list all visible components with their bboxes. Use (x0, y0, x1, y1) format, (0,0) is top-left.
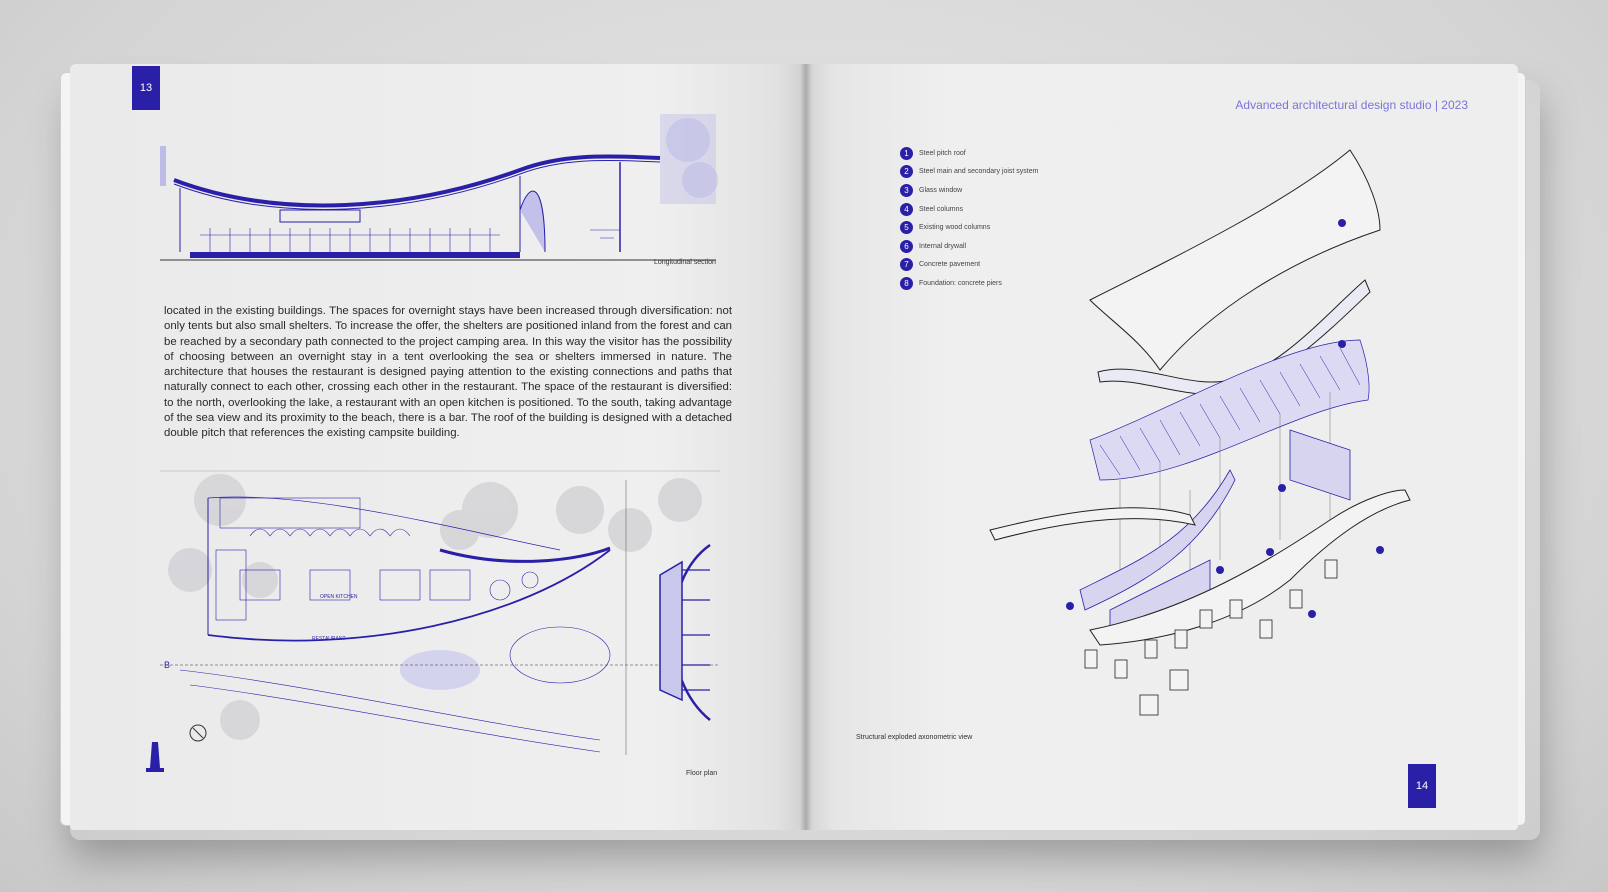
axon-caption: Structural exploded axonometric view (856, 734, 973, 741)
legend-label: Concrete pavement (919, 261, 981, 269)
legend-number: 7 (900, 258, 913, 271)
section-caption: Longitudinal section (654, 259, 716, 266)
legend-label: Existing wood columns (919, 224, 991, 232)
legend-label: Steel columns (919, 205, 963, 213)
legend-number: 1 (900, 147, 913, 160)
left-page-number: 13 (132, 66, 160, 110)
header-title: Advanced architectural design studio | 2023 (1235, 98, 1468, 112)
plan-caption: Floor plan (686, 770, 718, 777)
legend-number: 8 (900, 277, 913, 290)
exploded-axonometric-drawing (990, 140, 1450, 740)
legend-label: Steel main and secondary joist system (919, 168, 1039, 176)
legend-number: 5 (900, 221, 913, 234)
legend-label: Internal drywall (919, 242, 967, 250)
legend-label: Glass window (919, 186, 963, 194)
section-marker-label: B (164, 660, 171, 670)
north-arrow-icon (144, 740, 166, 774)
body-paragraph: located in the existing buildings. The spaces for overnight stays have been increased through diversification: not only tents but also small shelters. To increase the offer, the shelters are positioned inland from the forest and can be reached by a secondary path connected to the project camping area. In this way the visitor has the possibility of choosing between an overnight stay in a tent overlooking the sea or shelters immersed in nature. The architecture that houses the restaurant is designed paying attention to the existing connections and paths that naturally connect to each other, crossing each other in the restaurant. The space of the restaurant is diversified: to the north, overlooking the lake, a restaurant with an open kitchen is positioned. To the south, taking advantage of the sea view and its proximity to the beach, there is a bar. The roof of the building is designed with a detached double pitch that references the existing campsite building. (164, 305, 732, 440)
kitchen-label: OPEN KITCHEN (320, 594, 358, 600)
legend-label: Foundation: concrete piers (919, 279, 1002, 287)
floor-plan-drawing (160, 470, 720, 760)
legend-number: 3 (900, 184, 913, 197)
legend-number: 6 (900, 240, 913, 253)
book-gutter (800, 64, 812, 830)
legend-number: 4 (900, 203, 913, 216)
longitudinal-section-drawing (160, 110, 720, 270)
right-page-number: 14 (1408, 764, 1436, 808)
legend-label: Steel pitch roof (919, 149, 966, 157)
restaurant-label: RESTAURANT (312, 636, 346, 642)
legend-number: 2 (900, 165, 913, 178)
